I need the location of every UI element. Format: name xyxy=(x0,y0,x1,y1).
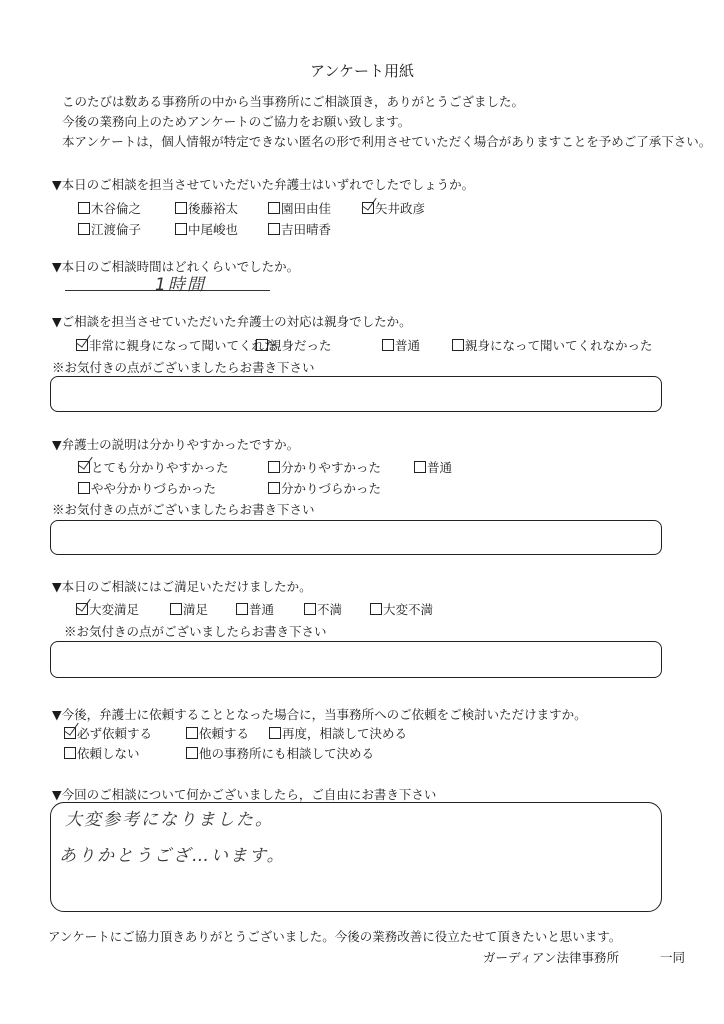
intro-line: このたびは数ある事務所の中から当事務所にご相談頂き，ありがとうござました。 xyxy=(62,94,525,109)
checkbox[interactable] xyxy=(268,461,280,473)
option-label: 園田由佳 xyxy=(281,201,332,216)
q5-question: ▼本日のご相談にはご満足いただけましたか。 xyxy=(52,579,312,594)
option-label: 必ず依頼する xyxy=(77,726,153,741)
q1-option[interactable] xyxy=(268,199,331,217)
option-label: 吉田晴香 xyxy=(281,222,332,237)
q7-answer-line: 大変参考になりました。 xyxy=(65,810,274,830)
option-label: 矢井政彦 xyxy=(375,201,426,216)
q6-option[interactable] xyxy=(186,744,374,762)
checkbox[interactable] xyxy=(414,461,426,473)
checkbox[interactable] xyxy=(186,747,198,759)
checkbox[interactable] xyxy=(236,603,248,615)
option-label: 他の事務所にも相談して決める xyxy=(199,746,375,761)
q6-question: ▼今後，弁護士に依頼することとなった場合に，当事務所へのご依頼をご検討いただけますか。 xyxy=(52,707,587,722)
checkbox[interactable] xyxy=(76,339,88,351)
q4-option[interactable] xyxy=(414,458,452,476)
q6-option[interactable] xyxy=(64,724,152,742)
q6-option[interactable] xyxy=(269,724,407,742)
q1-option[interactable] xyxy=(268,220,331,238)
checkbox[interactable] xyxy=(304,603,316,615)
q1-option[interactable] xyxy=(78,220,141,238)
q7-comment-box[interactable] xyxy=(50,802,662,912)
checkbox[interactable] xyxy=(64,747,76,759)
footer-thanks: アンケートにご協力頂きありがとうございました。今後の業務改善に役立たせて頂きたいと思います。 xyxy=(48,929,622,944)
q7-question: ▼今回のご相談について何かございましたら，ご自由にお書き下さい xyxy=(52,787,437,802)
option-label: 不満 xyxy=(317,602,343,617)
q5-option[interactable] xyxy=(304,600,342,618)
option-label: 非常に親身になって聞いてくれた xyxy=(89,338,277,353)
q2-question: ▼本日のご相談時間はどれくらいでしたか。 xyxy=(52,259,300,274)
checkbox[interactable] xyxy=(78,202,90,214)
option-label: 分かりやすかった xyxy=(281,460,382,475)
option-label: とても分かりやすかった xyxy=(91,460,229,475)
intro-line: 今後の業務向上のためアンケートのご協力をお願い致します。 xyxy=(62,114,411,129)
checkbox[interactable] xyxy=(78,461,90,473)
q3-comment-box[interactable] xyxy=(50,376,662,412)
checkbox[interactable] xyxy=(268,202,280,214)
q3-option[interactable] xyxy=(256,336,332,354)
q5-note: ※お気付きの点がございましたらお書き下さい xyxy=(64,624,327,639)
checkbox[interactable] xyxy=(78,223,90,235)
option-label: 普通 xyxy=(395,338,421,353)
q1-question: ▼本日のご相談を担当させていただいた弁護士はいずれでしたでしょうか。 xyxy=(52,177,475,192)
checkbox[interactable] xyxy=(452,339,464,351)
option-label: 中尾峻也 xyxy=(188,222,239,237)
option-label: 分かりづらかった xyxy=(281,481,382,496)
option-label: やや分かりづらかった xyxy=(91,481,217,496)
footer-firm: ガーディアン法律事務所 xyxy=(483,950,620,965)
q4-option[interactable] xyxy=(268,479,381,497)
q3-note: ※お気付きの点がございましたらお書き下さい xyxy=(52,360,315,375)
footer-signoff: 一同 xyxy=(660,950,686,965)
q1-option[interactable] xyxy=(362,199,425,217)
option-label: 木谷倫之 xyxy=(91,201,142,216)
checkbox[interactable] xyxy=(268,482,280,494)
option-label: 再度，相談して決める xyxy=(282,726,408,741)
q4-option[interactable] xyxy=(78,479,216,497)
q3-option[interactable] xyxy=(382,336,420,354)
q5-option[interactable] xyxy=(170,600,208,618)
q4-question: ▼弁護士の説明は分かりやすかったですか。 xyxy=(52,437,300,452)
q4-note: ※お気付きの点がございましたらお書き下さい xyxy=(52,502,315,517)
q1-option[interactable] xyxy=(78,199,141,217)
option-label: 後藤裕太 xyxy=(188,201,239,216)
q5-option[interactable] xyxy=(370,600,433,618)
q6-option[interactable] xyxy=(64,744,140,762)
option-label: 依頼しない xyxy=(77,746,140,761)
page-title: アンケート用紙 xyxy=(309,62,415,80)
checkbox[interactable] xyxy=(382,339,394,351)
q2-answer-line xyxy=(65,290,270,291)
q3-option[interactable] xyxy=(452,336,653,354)
q4-option[interactable] xyxy=(268,458,381,476)
option-label: 満足 xyxy=(183,602,209,617)
checkbox[interactable] xyxy=(170,603,182,615)
checkbox[interactable] xyxy=(269,727,281,739)
checkbox[interactable] xyxy=(186,727,198,739)
option-label: 普通 xyxy=(427,460,453,475)
checkbox[interactable] xyxy=(370,603,382,615)
option-label: 親身だった xyxy=(269,338,332,353)
option-label: 親身になって聞いてくれなかった xyxy=(465,338,653,353)
q1-option[interactable] xyxy=(175,220,238,238)
intro-line: 本アンケートは，個人情報が特定できない匿名の形で利用させていただく場合がありますことを予めご了承下さい。 xyxy=(62,134,712,149)
option-label: 普通 xyxy=(249,602,275,617)
checkbox[interactable] xyxy=(256,339,268,351)
checkbox[interactable] xyxy=(64,727,76,739)
option-label: 江渡倫子 xyxy=(91,222,142,237)
option-label: 依頼する xyxy=(199,726,250,741)
q3-question: ▼ご相談を担当させていただいた弁護士の対応は親身でしたか。 xyxy=(52,314,412,329)
option-label: 大変不満 xyxy=(383,602,434,617)
checkbox[interactable] xyxy=(268,223,280,235)
q6-option[interactable] xyxy=(186,724,249,742)
checkbox[interactable] xyxy=(76,603,88,615)
q1-option[interactable] xyxy=(175,199,238,217)
q5-option[interactable] xyxy=(236,600,274,618)
q5-comment-box[interactable] xyxy=(50,641,662,678)
q7-answer-line: ありかとうござ…います。 xyxy=(59,846,286,866)
checkbox[interactable] xyxy=(175,223,187,235)
q3-option[interactable] xyxy=(76,336,277,354)
option-label: 大変満足 xyxy=(89,602,140,617)
checkbox[interactable] xyxy=(175,202,187,214)
q4-option[interactable] xyxy=(78,458,229,476)
q4-comment-box[interactable] xyxy=(50,520,662,555)
checkbox[interactable] xyxy=(78,482,90,494)
checkbox[interactable] xyxy=(362,202,374,214)
q2-answer[interactable]: 1時間 xyxy=(155,275,206,295)
q5-option[interactable] xyxy=(76,600,139,618)
